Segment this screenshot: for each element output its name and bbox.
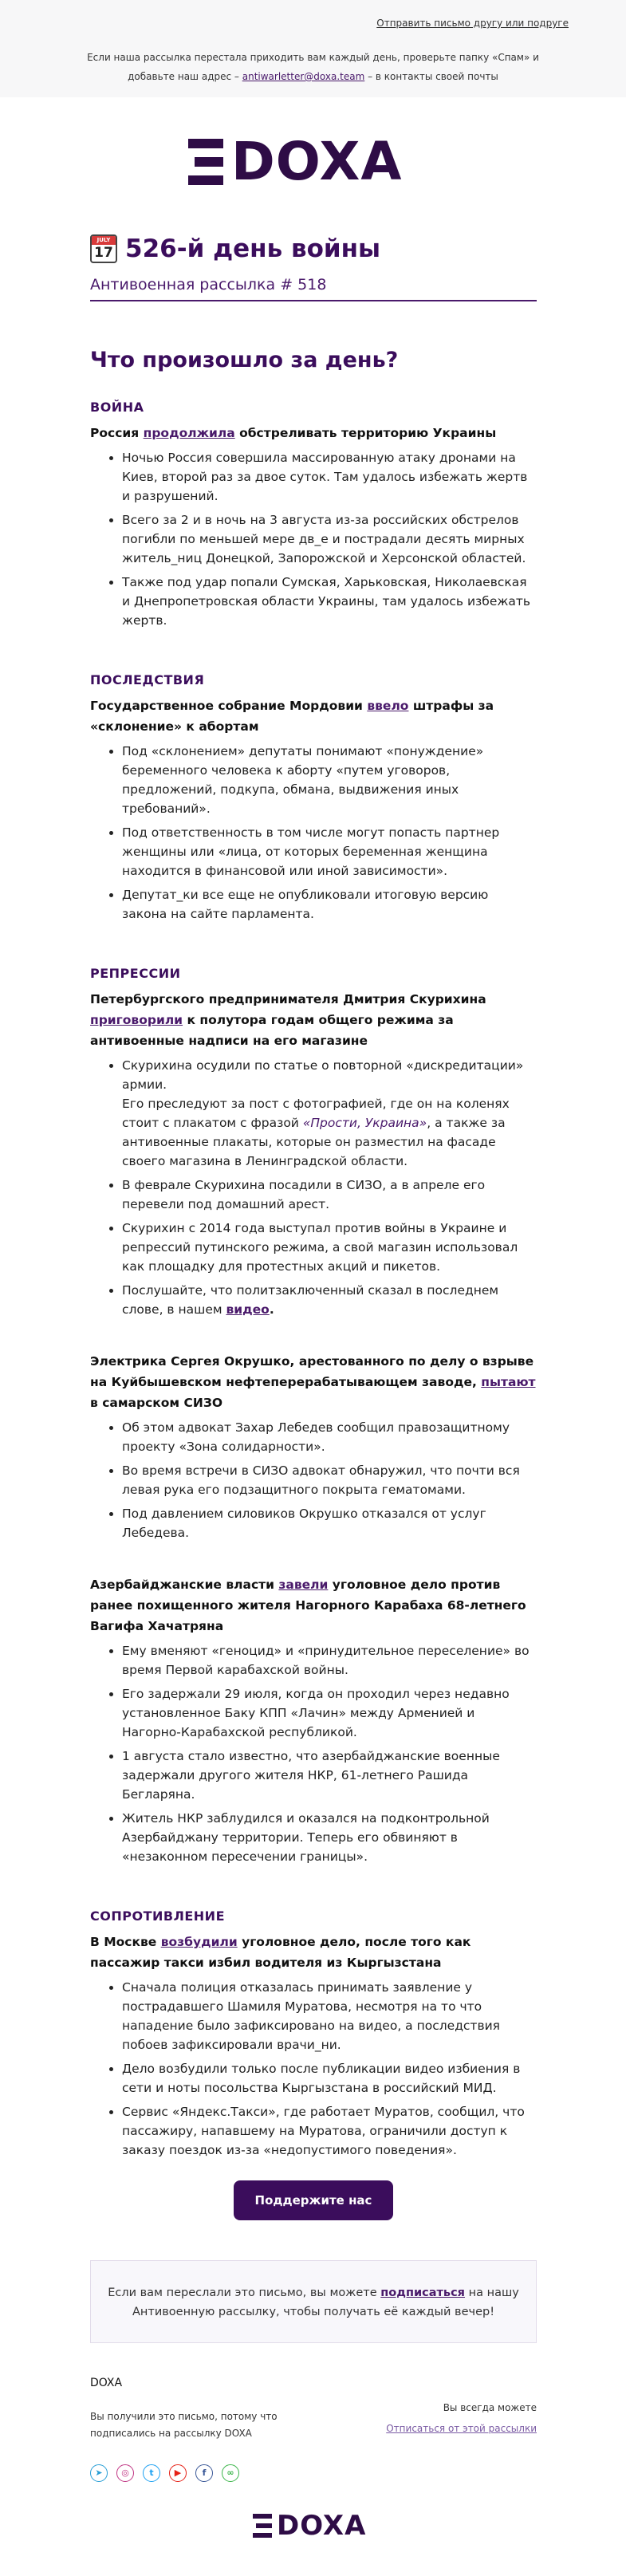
- forward-to-friend-link[interactable]: Отправить письмо другу или подруге: [376, 18, 569, 29]
- section-heading-consequences: ПОСЛЕДСТВИЯ: [90, 672, 205, 687]
- twitter-icon[interactable]: t: [143, 2464, 160, 2482]
- notice-line-1: Если наша рассылка перестала приходить вам каждый день, проверьте папку «Спам» и: [87, 52, 539, 63]
- footer: [90, 2377, 537, 2576]
- list-item: • Во время встречи в СИЗО адвокат обнаружил, что почти вся левая рука его подзащитного покрыта гематомами.: [122, 1461, 537, 1499]
- unsubscribe-link[interactable]: Отписаться от этой рассылки: [386, 2423, 537, 2434]
- list-item: • Депутат_ки все еще не опубликовали итоговую версию закона на сайте парламента.: [122, 885, 537, 924]
- repressions-lead-3: Азербайджанские власти завели уголовное дело против ранее похищенного жителя Нагорного Карабаха 68-летнего Вагифа Хачатряна: [90, 1578, 526, 1633]
- list-item: • Скурихин с 2014 года выступал против войны в Украине и репрессий путинского режима, а свой магазин использовал как площадку для протестных акций и пикетов.: [122, 1219, 537, 1276]
- repressions-list-2: [122, 1418, 537, 1542]
- notice-line-2: добавьте наш адрес – antiwarletter@doxa.team – в контакты своей почты: [128, 71, 498, 82]
- doxa-logo-mark-icon: [253, 2514, 272, 2538]
- repressions-lead-1: Петербургского предпринимателя Дмитрия Скурихина приговорили к полутора годам общего режима за антивоенные надписи на его магазине: [90, 992, 486, 1048]
- doxa-logo-mark-icon: [188, 139, 223, 185]
- list-item: • Под «склонением» депутаты понимают «понуждение» беременного человека к аборту «путем уговоров, предложений, подкупа, обмана, выдвижения иных требований».: [122, 742, 537, 818]
- day-title-text: 526-й день войны: [125, 234, 381, 263]
- repressions-lead-3-link[interactable]: завели: [278, 1578, 329, 1592]
- newsletter-content: [90, 231, 537, 2576]
- footer-brand: DOXA: [90, 2377, 123, 2389]
- consequences-lead: Государственное собрание Мордовии ввело штрафы за «склонение» к абортам: [90, 699, 494, 734]
- header-divider: [90, 300, 537, 301]
- video-link[interactable]: видео: [226, 1302, 270, 1317]
- facebook-icon[interactable]: f: [195, 2464, 213, 2482]
- list-item: • Житель НКР заблудился и оказался на подконтрольной Азербайджану территории. Теперь его обвиняют в «незаконном пересечении границы».: [122, 1809, 537, 1866]
- footer-doxa-logo[interactable]: DOXA: [253, 2512, 366, 2539]
- list-item: • Ночью Россия совершила массированную атаку дронами на Киев, второй раз за двое суток. Там удалось избежать жертв и разрушений.: [122, 448, 537, 506]
- youtube-icon[interactable]: ▶: [169, 2464, 187, 2482]
- link-icon[interactable]: ∞: [222, 2464, 239, 2482]
- top-notice-bar: [0, 0, 626, 97]
- war-list: [122, 448, 537, 630]
- resistance-list: [122, 1978, 537, 2160]
- list-item: • Скурихина осудили по статье о повторной «дискредитации» армии. Его преследуют за пост с фотографией, где он на коленях стоит с плакатом с фразой «Прости, Украина», а также за антивоенные плакаты, которые он разместил на фасаде своего магазина в Ленинградской области.: [122, 1056, 537, 1171]
- list-item: • Послушайте, что политзаключенный сказал в последнем слове, в нашем видео.: [122, 1281, 537, 1319]
- list-item: • Его задержали 29 июля, когда он проходил через недавно установленное Баку КПП «Лачин» между Арменией и Нагорно-Карабахской республикой.: [122, 1684, 537, 1742]
- telegram-icon[interactable]: ➤: [90, 2464, 108, 2482]
- doxa-logo-text: DOXA: [231, 131, 403, 192]
- consequences-list: [122, 742, 537, 924]
- footer-reason: Вы получили это письмо, потому что подписались на рассылку DOXA: [90, 2411, 278, 2439]
- support-us-button[interactable]: Поддержите нас: [234, 2180, 393, 2220]
- repressions-lead-1-link[interactable]: приговорили: [90, 1013, 183, 1027]
- list-item: • Сначала полиция отказалась принимать заявление у пострадавшего Шамиля Муратова, несмотря на то что нападение было зафиксировано на видео, а последствия побоев зафиксировали врачи_ни.: [122, 1978, 537, 2054]
- list-item: • Также под удар попали Сумская, Харьковская, Николаевская и Днепропетровская области Украины, там удалось избежать жертв.: [122, 573, 537, 630]
- day-title: [90, 231, 537, 266]
- resistance-lead: В Москве возбудили уголовное дело, после того как пассажир такси избил водителя из Кыргызстана: [90, 1935, 471, 1970]
- resistance-lead-link[interactable]: возбудили: [160, 1935, 238, 1949]
- list-item: • Под ответственность в том числе могут попасть партнер женщины или «лица, от которых беременная женщина находится в финансовой или иной зависимости».: [122, 823, 537, 880]
- delivery-notice: [0, 48, 626, 86]
- war-lead: Россия продолжила обстреливать территорию Украины: [90, 426, 497, 440]
- calendar-icon: JULY 17: [90, 234, 117, 263]
- subscribe-box: Если вам переслали это письмо, вы можете подписаться на нашу Антивоенную рассылку, чтобы получать её каждый вечер!: [90, 2260, 537, 2343]
- newsletter-subtitle: Антивоенная рассылка # 518: [90, 276, 327, 293]
- quote-text: «Прости, Украина»: [302, 1116, 427, 1130]
- footer-always-text: Вы всегда можете: [443, 2402, 537, 2413]
- list-item: • Об этом адвокат Захар Лебедев сообщил правозащитному проекту «Зона солидарности».: [122, 1418, 537, 1456]
- section-heading-repressions: РЕПРЕССИИ: [90, 966, 181, 981]
- repressions-list-3: [122, 1641, 537, 1866]
- notice-email-link[interactable]: antiwarletter@doxa.team: [242, 71, 365, 82]
- subscribe-link[interactable]: подписаться: [380, 2286, 465, 2299]
- repressions-lead-2-link[interactable]: пытают: [481, 1375, 536, 1389]
- list-item: • Сервис «Яндекс.Такси», где работает Муратов, сообщил, что пассажиру, напавшему на Муратова, ограничили доступ к заказу поездок из-за «недопустимого поведения».: [122, 2102, 537, 2160]
- doxa-logo[interactable]: [188, 131, 437, 192]
- list-item: • 1 августа стало известно, что азербайджанские военные задержали другого жителя НКР, 61-летнего Рашида Бегларяна.: [122, 1747, 537, 1804]
- consequences-lead-link[interactable]: ввело: [367, 699, 409, 713]
- war-lead-link[interactable]: продолжила: [143, 426, 235, 440]
- footer-unsubscribe-block: [386, 2397, 537, 2439]
- section-heading-resistance: СОПРОТИВЛЕНИЕ: [90, 1908, 225, 1924]
- main-title: Что произошло за день?: [90, 348, 399, 372]
- repressions-list-1: [122, 1056, 537, 1319]
- list-item: • Под давлением силовиков Окрушко отказался от услуг Лебедева.: [122, 1504, 537, 1542]
- list-item: • В феврале Скурихина посадили в СИЗО, а в апреле его перевели под домашний арест.: [122, 1176, 537, 1214]
- list-item: • Дело возбудили только после публикации видео избиения в сети и ноты посольства Кыргызстана в российский МИД.: [122, 2059, 537, 2097]
- instagram-icon[interactable]: ◎: [116, 2464, 134, 2482]
- list-item: • Всего за 2 и в ночь на 3 августа из-за российских обстрелов погибли по меньшей мере дв_е и пострадали десять мирных житель_ниц Донецкой, Запорожской и Херсонской областей.: [122, 510, 537, 568]
- section-heading-war: ВОЙНА: [90, 400, 144, 415]
- repressions-lead-2: Электрика Сергея Окрушко, арестованного по делу о взрыве на Куйбышевском нефтеперерабатывающем заводе, пытают в самарском СИЗО: [90, 1354, 536, 1410]
- list-item: • Ему вменяют «геноцид» и «принудительное переселение» во время Первой карабахской войны.: [122, 1641, 537, 1680]
- cta-row: [90, 2180, 537, 2220]
- social-links: [90, 2464, 248, 2482]
